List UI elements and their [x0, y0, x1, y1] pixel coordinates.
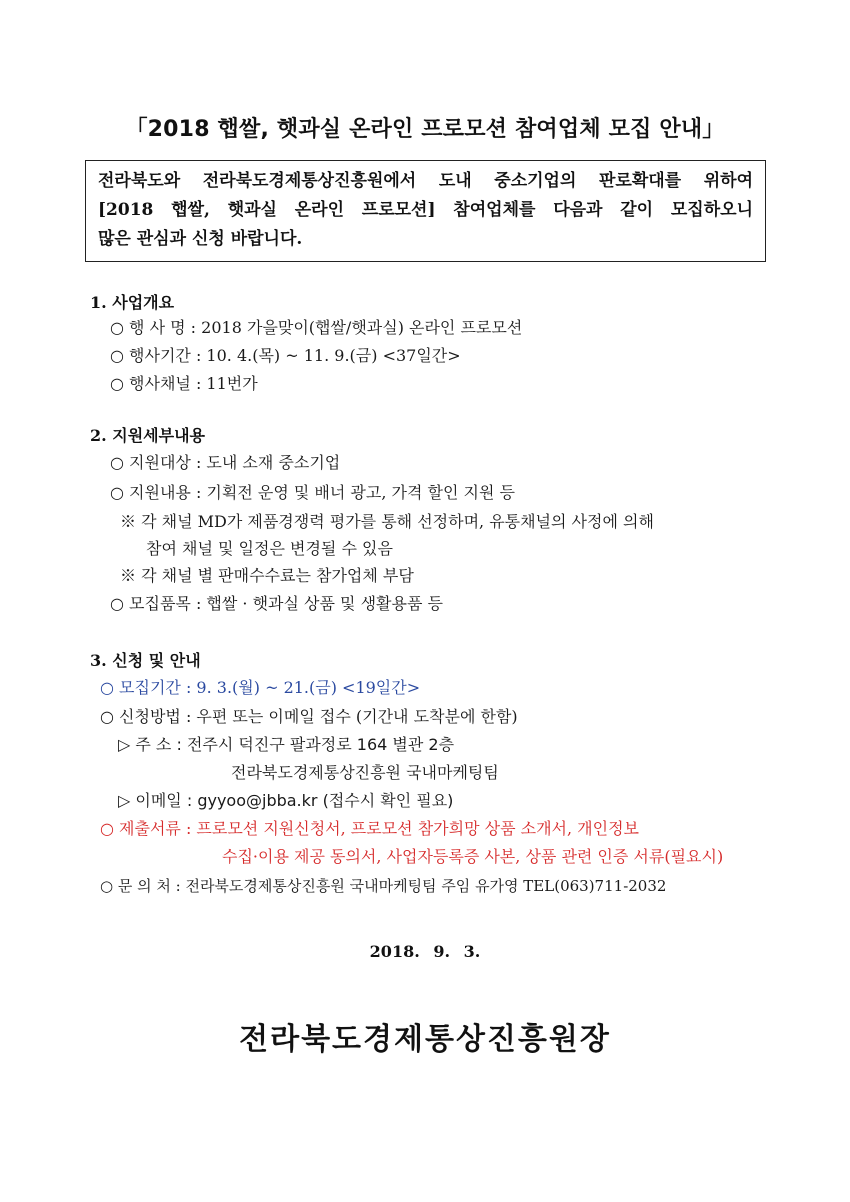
- issuing-organization: 전라북도경제통상진흥원장: [239, 1022, 611, 1057]
- section1-item-event-channel: ○ 행사채널 : 11번가: [110, 374, 258, 393]
- section3-recruit-period: ○ 모집기간 : 9. 3.(월) ~ 21.(금) <19일간>: [100, 678, 421, 697]
- section3-email: ▷ 이메일 : gyyoo@jbba.kr (접수시 확인 필요): [118, 791, 454, 810]
- section2-heading: 2. 지원세부내용: [90, 426, 206, 445]
- section2-item-products: ○ 모집품목 : 햅쌀 · 햇과실 상품 및 생활용품 등: [110, 594, 443, 613]
- section3-heading: 3. 신청 및 안내: [90, 651, 201, 670]
- section3-documents-line1: ○ 제출서류 : 프로모션 지원신청서, 프로모션 참가희망 상품 소개서, 개인정보: [100, 819, 639, 838]
- section2-note1-line2: 참여 채널 및 일정은 변경될 수 있음: [146, 539, 393, 558]
- section1-item-event-period: ○ 행사기간 : 10. 4.(목) ~ 11. 9.(금) <37일간>: [110, 346, 461, 365]
- section2-item-target: ○ 지원대상 : 도내 소재 중소기업: [110, 453, 341, 472]
- section3-address-line1: ▷ 주 소 : 전주시 덕진구 팔과정로 164 별관 2층: [118, 735, 455, 754]
- document-title: 「2018 햅쌀, 햇과실 온라인 프로모션 참여업체 모집 안내」: [125, 117, 725, 142]
- section1-item-event-name: ○ 행 사 명 : 2018 가을맞이(햅쌀/햇과실) 온라인 프로모션: [110, 318, 523, 337]
- section3-address-line2: 전라북도경제통상진흥원 국내마케팅팀: [231, 763, 499, 782]
- document-date: 2018. 9. 3.: [369, 942, 481, 961]
- section2-item-content: ○ 지원내용 : 기획전 운영 및 배너 광고, 가격 할인 지원 등: [110, 483, 515, 502]
- section2-note1-line1: ※ 각 채널 MD가 제품경쟁력 평가를 통해 선정하며, 유통채널의 사정에 의해: [120, 512, 654, 531]
- section3-contact: ○ 문 의 처 : 전라북도경제통상진흥원 국내마케팅팀 주임 유가영 TEL(063)711-2032: [100, 877, 667, 895]
- intro-line-2: [2018 햅쌀, 햇과실 온라인 프로모션] 참여업체를 다음과 같이 모집하오니: [98, 200, 753, 220]
- section3-documents-line2: 수집·이용 제공 동의서, 사업자등록증 사본, 상품 관련 인증 서류(필요시): [222, 847, 724, 866]
- intro-line-3: 많은 관심과 신청 바랍니다.: [98, 229, 303, 249]
- intro-line-1: 전라북도와 전라북도경제통상진흥원에서 도내 중소기업의 판로확대를 위하여: [98, 171, 753, 191]
- section3-application-method: ○ 신청방법 : 우편 또는 이메일 접수 (기간내 도착분에 한함): [100, 707, 518, 726]
- section2-note2: ※ 각 채널 별 판매수수료는 참가업체 부담: [120, 566, 414, 585]
- intro-box: [85, 160, 766, 262]
- section1-heading: 1. 사업개요: [90, 293, 175, 312]
